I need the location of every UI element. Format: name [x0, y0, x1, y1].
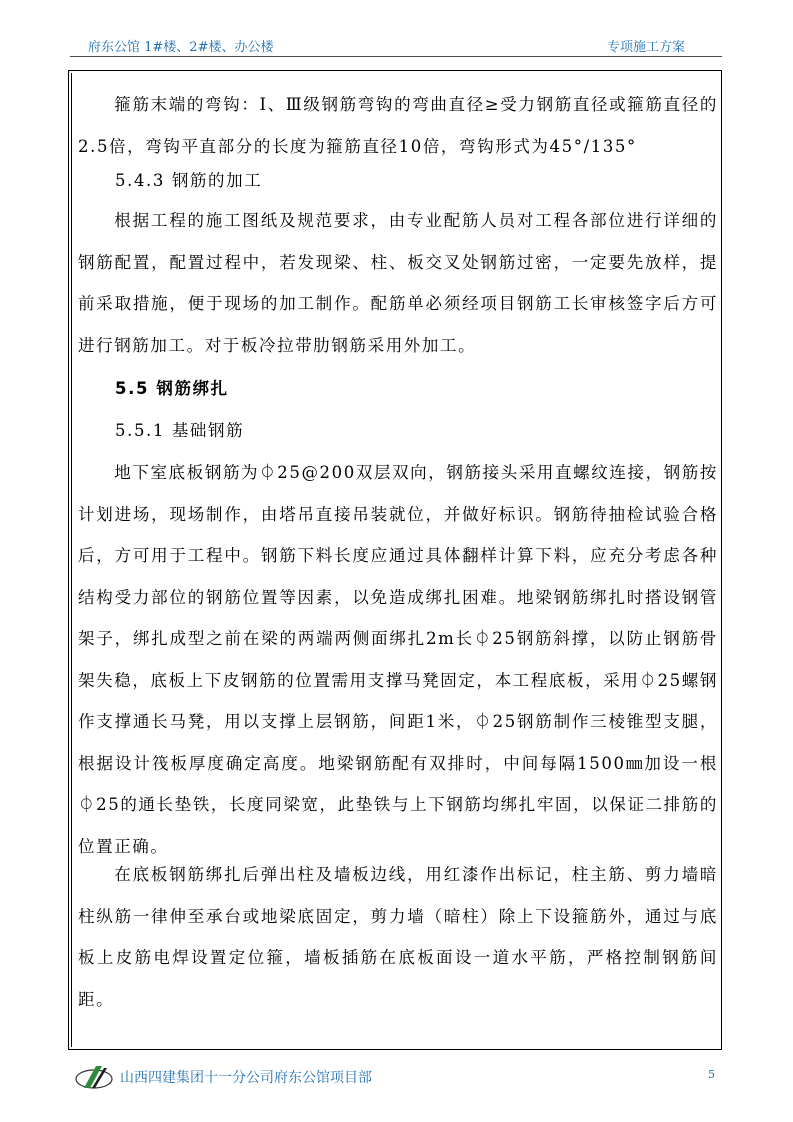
paragraph-foundation-rebar: 地下室底板钢筋为⏀25@200双层双向，钢筋接头采用直螺纹连接，钢筋按计划进场，现场制作，由塔吊直接吊装就位，并做好标识。钢筋待抽检试验合格后，方可用于工程中。钢筋下料长度应通过具体翻样计算下料，应充分考虑各种结构受力部位的钢筋位置等因素，以免造成绑扎困难。地梁钢筋绑扎时搭设钢管架子，绑扎成型之前在梁的两端两侧面绑扎2m长⏀25钢筋斜撑，以防止钢筋骨架失稳，底板上下皮钢筋的位置需用支撑马凳固定，本工程底板，采用⏀25螺钢作支撑通长马凳，用以支撑上层钢筋，间距1米，⏀25钢筋制作三棱锥型支腿，根据设计筏板厚度确定高度。地梁钢筋配有双排时，中间每隔1500㎜加设一根⏀25的通长垫铁，长度同梁宽，此垫铁与上下钢筋均绑扎牢固，以保证二排筋的位置正确。	[78, 463, 718, 856]
section-heading-5-5: 5.5 钢筋绑扎	[115, 379, 229, 398]
frame-inner-rule	[71, 73, 72, 1047]
paragraph-column-wall-rebar: 在底板钢筋绑扎后弹出柱及墙板边线，用红漆作出标记，柱主筋、剪力墙暗柱纵筋一律伸至承台或地梁底固定，剪力墙（暗柱）除上下设箍筋外，通过与底板上皮筋电焊设置定位箍，墙板插筋在底板面设一道水平筋，严格控制钢筋间距。	[78, 865, 718, 1009]
paragraph-rebar-processing: 根据工程的施工图纸及规范要求，由专业配筋人员对工程各部位进行详细的钢筋配置，配置过程中，若发现梁、柱、板交叉处钢筋过密，一定要先放样，提前采取措施，便于现场的加工制作。配筋单必须经项目钢筋工长审核签字后方可进行钢筋加工。对于板冷拉带肋钢筋采用外加工。	[78, 211, 718, 355]
paragraph-stirrup-hooks: 箍筋末端的弯钩：Ⅰ、Ⅲ级钢筋弯钩的弯曲直径≥受力钢筋直径或箍筋直径的2.5倍，弯钩平直部分的长度为箍筋直径10倍，弯钩形式为45°/135°	[78, 95, 718, 156]
header-divider	[70, 56, 722, 57]
section-heading-5-5-1: 5.5.1 基础钢筋	[115, 421, 245, 440]
company-logo-icon	[74, 1060, 114, 1094]
section-heading-5-4-3: 5.4.3 钢筋的加工	[115, 171, 263, 190]
page-number: 5	[708, 1068, 715, 1081]
footer-company-name: 山西四建集团十一分公司府东公馆项目部	[120, 1070, 372, 1086]
header-doc-type: 专项施工方案	[606, 40, 685, 55]
header-project-name: 府东公馆 1#楼、2#楼、办公楼	[88, 40, 274, 55]
